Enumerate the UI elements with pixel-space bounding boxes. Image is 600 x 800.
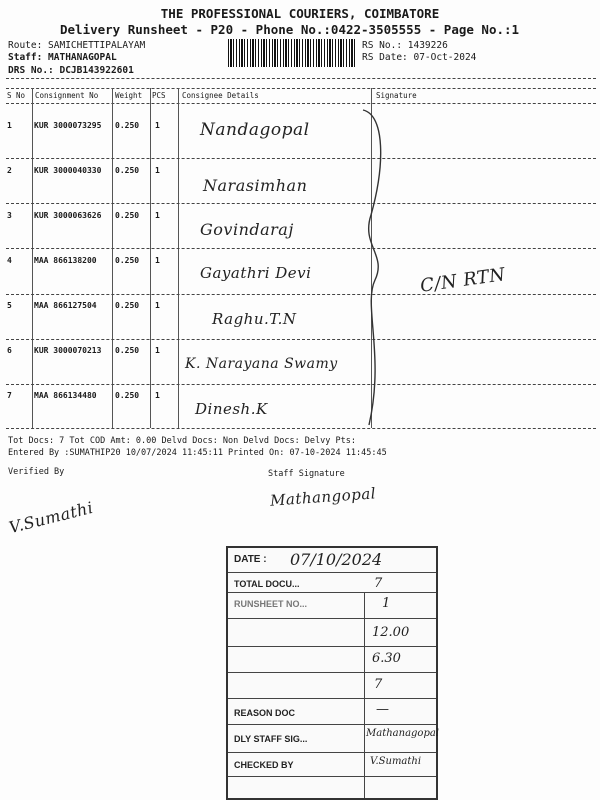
col-header-weight: Weight [115,91,143,100]
col-header-sno: S No [7,91,26,100]
entered-by-line: Entered By :SUMATHIP20 10/07/2024 11:45:11 Printed On: 07-10-2024 11:45:45 [8,448,387,458]
runsheet-subtitle: Delivery Runsheet - P20 - Phone No.:0422-3505555 - Page No.:1 [60,22,520,37]
rs-number: RS No.: 1439226 [362,40,448,51]
stamp-row-value: 12.00 [372,625,410,640]
column-divider [178,88,179,428]
row-sno: 6 [7,346,12,355]
stamp-row-label: CHECKED BY [234,760,294,770]
row-sno: 1 [7,121,12,130]
stamp-row-label: TOTAL DOCU... [234,579,300,589]
row-divider [6,294,596,295]
stamp-row-value: V.Sumathi [370,756,422,767]
row-consignment: KUR 3000063626 [34,211,102,220]
verified-by-label: Verified By [8,467,65,477]
stamp-row-label: DLY STAFF SIG... [234,734,308,744]
row-weight: 0.250 [115,256,140,265]
row-weight: 0.250 [115,211,140,220]
stamp-row-line [228,592,436,593]
row-consignee: K. Narayana Swamy [185,356,338,372]
bracket-mark [345,105,395,435]
divider [6,78,596,79]
row-consignment: KUR 3000040330 [34,166,102,175]
row-consignee: Raghu.T.N [212,310,297,328]
stamp-row-line [228,698,436,699]
totals-line: Tot Docs: 7 Tot COD Amt: 0.00 Delvd Docs: Non Delvd Docs: Delvy Pts: [8,436,356,446]
col-header-signature: Signature [376,91,417,100]
row-pcs: 1 [155,121,160,130]
stamp-date-label: DATE : [234,554,267,565]
stamp-row-value: — [376,702,389,717]
barcode [228,39,356,67]
company-title: THE PROFESSIONAL COURIERS, COIMBATORE [160,6,440,21]
row-divider [6,339,596,340]
row-consignee: Narasimhan [203,176,308,195]
stamp-row-line [228,776,436,777]
row-pcs: 1 [155,301,160,310]
row-consignee: Nandagopal [200,120,310,140]
staff-label: Staff: MATHANAGOPAL [8,52,117,63]
stamp-row-line [228,572,436,573]
row-divider [6,203,596,204]
cn-return-note: C/N RTN [418,264,507,297]
row-sno: 2 [7,166,12,175]
stamp-divider [364,592,365,798]
rs-date: RS Date: 07-Oct-2024 [362,52,477,63]
col-header-consignment: Consignment No [35,91,99,100]
divider [6,103,596,104]
staff-signature-label: Staff Signature [268,469,345,479]
row-divider [6,158,596,159]
row-pcs: 1 [155,391,160,400]
stamp-row-value: 7 [374,677,383,692]
stamp-row-label: RUNSHEET NO... [234,599,308,609]
column-divider [150,88,151,428]
stamp-row-line [228,724,436,725]
row-consignment: KUR 3000070213 [34,346,102,355]
stamp-row-value: Mathanagopal [366,728,440,739]
row-sno: 5 [7,301,12,310]
row-divider [6,428,596,429]
stamp-row-line [228,752,436,753]
delivery-stamp [226,546,438,800]
stamp-row-value: 1 [382,596,391,611]
row-pcs: 1 [155,166,160,175]
row-consignee: Gayathri Devi [200,264,312,282]
column-divider [112,88,113,428]
stamp-date-value: 07/10/2024 [290,550,383,569]
stamp-row-line [228,672,436,673]
staff-signature: Mathangopal [269,484,377,510]
row-sno: 3 [7,211,12,220]
row-consignment: KUR 3000073295 [34,121,102,130]
stamp-row-line [228,646,436,647]
row-weight: 0.250 [115,346,140,355]
drs-number: DRS No.: DCJB143922601 [8,65,134,76]
stamp-row-line [228,618,436,619]
row-pcs: 1 [155,346,160,355]
row-divider [6,248,596,249]
column-divider [32,88,33,428]
row-consignee: Dinesh.K [195,400,268,418]
stamp-row-value: 7 [374,576,383,591]
col-header-consignee: Consignee Details [182,91,259,100]
stamp-row-label: REASON DOC [234,708,296,718]
row-divider [6,384,596,385]
divider [6,88,596,89]
stamp-row-value: 6.30 [372,651,401,666]
row-weight: 0.250 [115,391,140,400]
row-weight: 0.250 [115,166,140,175]
row-consignment: MAA 866134480 [34,391,97,400]
row-weight: 0.250 [115,301,140,310]
row-pcs: 1 [155,211,160,220]
verifier-signature: V.Sumathi [6,497,96,538]
row-sno: 7 [7,391,12,400]
row-consignment: MAA 866138200 [34,256,97,265]
row-consignment: MAA 866127504 [34,301,97,310]
row-sno: 4 [7,256,12,265]
row-consignee: Govindaraj [200,220,294,239]
col-header-pcs: PCS [152,91,166,100]
route-label: Route: SAMICHETTIPALAYAM [8,40,146,51]
row-pcs: 1 [155,256,160,265]
row-weight: 0.250 [115,121,140,130]
